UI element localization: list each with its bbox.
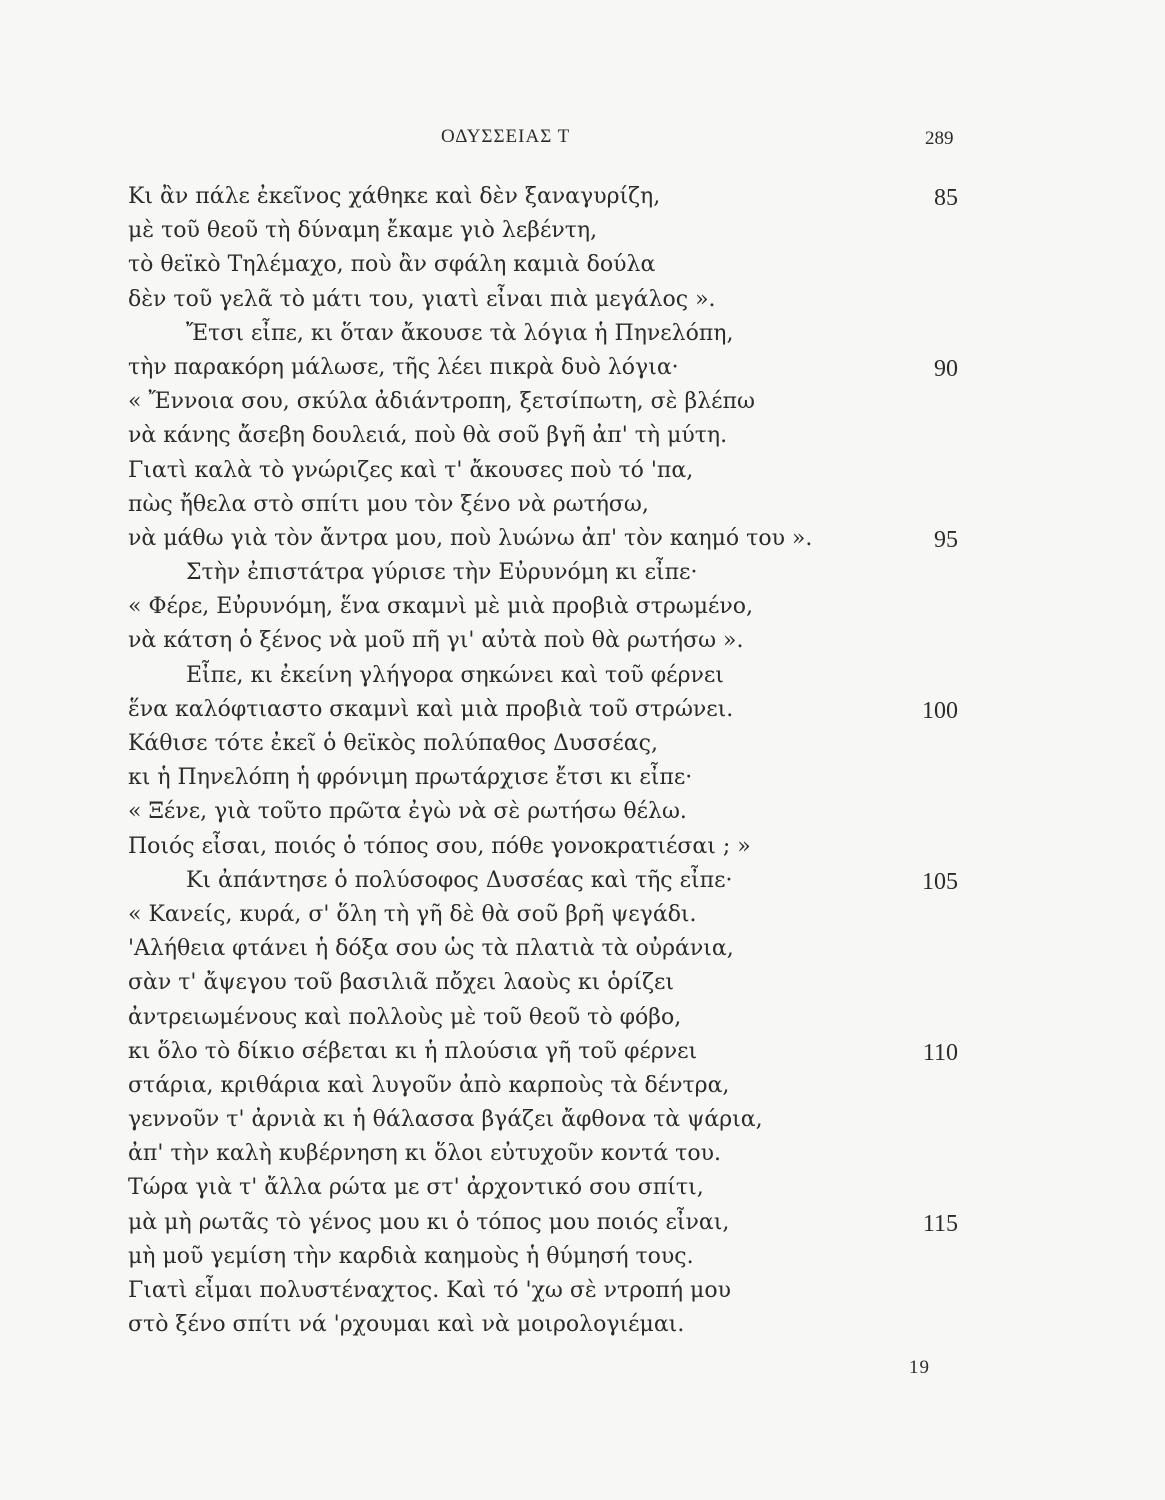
verse-line-text: « Ἔννοια σου, σκύλα ἀδιάντροπη, ξετσίπωτη, σὲ βλέπω <box>128 389 755 415</box>
line-number: 95 <box>934 526 958 553</box>
verse-line <box>0 932 1165 966</box>
verse-line <box>0 1035 1165 1069</box>
running-head <box>0 126 1165 156</box>
verse-line <box>0 830 1165 864</box>
verse-line-text: μὲ τοῦ θεοῦ τὴ δύναμη ἔκαμε γιὸ λεβέντη, <box>128 218 598 244</box>
verse-line-text: νὰ κάνης ἄσεβη δουλειά, ποὺ θὰ σοῦ βγῆ ἀπ' τὴ μύτη. <box>128 423 728 449</box>
verse-line-text: νὰ κάτση ὁ ξένος νὰ μοῦ πῆ γι' αὐτὰ ποὺ θὰ ρωτήσω ». <box>128 628 744 654</box>
verse-line-text: Γιατὶ καλὰ τὸ γνώριζες καὶ τ' ἄκουσες ποὺ τό 'πα, <box>128 457 694 483</box>
line-number: 115 <box>922 1210 958 1237</box>
line-number: 85 <box>934 185 958 211</box>
verse-line-text: στάρια, κριθάρια καὶ λυγοῦν ἀπὸ καρποὺς τὰ δέντρα, <box>128 1072 730 1098</box>
line-number: 90 <box>934 355 958 382</box>
verse-line <box>0 385 1165 419</box>
verse-line-text: « Κανείς, κυρά, σ' ὅλη τὴ γῆ δὲ θὰ σοῦ βρῆ ψεγάδι. <box>128 901 697 927</box>
verse-line <box>0 1206 1165 1240</box>
verse-line <box>0 1171 1165 1205</box>
verse-line-text: κι ὅλο τὸ δίκιο σέβεται κι ἡ πλούσια γῆ τοῦ φέρνει <box>128 1038 698 1064</box>
verse-line <box>0 180 1165 214</box>
verse-line-text: γεννοῦν τ' ἀρνιὰ κι ἡ θάλασσα βγάζει ἄφθονα τὰ ψάρια, <box>128 1107 763 1133</box>
verse-line <box>0 727 1165 761</box>
verse-line <box>0 795 1165 829</box>
verse-line <box>0 624 1165 658</box>
page-number: 289 <box>925 128 954 149</box>
verse-line <box>0 522 1165 556</box>
verse-line-text: « Φέρε, Εὐρυνόμη, ἕνα σκαμνὶ μὲ μιὰ προβιὰ στρωμένο, <box>128 594 754 620</box>
verse-line-text: Εἶπε, κι ἐκείνη γλήγορα σηκώνει καὶ τοῦ φέρνει <box>186 662 724 688</box>
running-title: ΟΔΥΣΣΕΙΑΣ Τ <box>441 126 571 147</box>
verse-line-text: Στὴν ἐπιστάτρα γύρισε τὴν Εὐρυνόμη κι εἶπε· <box>186 560 698 586</box>
verse-line-text: « Ξένε, γιὰ τοῦτο πρῶτα ἐγὼ νὰ σὲ ρωτήσω θέλω. <box>128 799 687 825</box>
verse-line <box>0 1274 1165 1308</box>
verse-line <box>0 1137 1165 1171</box>
verse-line <box>0 898 1165 932</box>
verse-line-text: Κι ἂν πάλε ἐκεῖνος χάθηκε καὶ δὲν ξαναγυρίζη, <box>128 184 661 209</box>
verse-line-text: τὸ θεϊκὸ Τηλέμαχο, ποὺ ἂν σφάλη καμιὰ δούλα <box>128 252 656 278</box>
verse-line <box>0 966 1165 1000</box>
line-number: 105 <box>922 868 958 895</box>
verse-line-text: ἀντρειωμένους καὶ πολλοὺς μὲ τοῦ θεοῦ τὸ φόβο, <box>128 1004 682 1030</box>
verse-line <box>0 283 1165 317</box>
verse-line <box>0 454 1165 488</box>
verse-line-text: νὰ μάθω γιὰ τὸν ἄντρα μου, ποὺ λυώνω ἀπ' τὸν καημό του ». <box>128 525 813 551</box>
verse-line-text: Γιατὶ εἶμαι πολυστέναχτος. Καὶ τό 'χω σὲ ντροπή μου <box>128 1278 731 1303</box>
verse-line <box>0 1240 1165 1274</box>
verse-line-text: ἀπ' τὴν καλὴ κυβέρνηση κι ὅλοι εὐτυχοῦν κοντά του. <box>128 1141 721 1167</box>
verse-line <box>0 1069 1165 1103</box>
line-number: 100 <box>922 697 958 724</box>
verse-line-text: κι ἡ Πηνελόπη ἡ φρόνιμη πρωτάρχισε ἔτσι κι εἶπε· <box>128 765 693 791</box>
line-number: 110 <box>922 1039 958 1066</box>
verse-line-text: μὴ μοῦ γεμίση τὴν καρδιὰ καημοὺς ἡ θύμησή τους. <box>128 1243 694 1269</box>
verse-line-text: 'Αλήθεια φτάνει ἡ δόξα σου ὡς τὰ πλατιὰ τὰ οὐράνια, <box>128 936 734 962</box>
verse-line-text: ἕνα καλόφτιαστο σκαμνὶ καὶ μιὰ προβιὰ τοῦ στρώνει. <box>128 696 734 722</box>
verse-line <box>0 1308 1165 1342</box>
verse-line <box>0 317 1165 351</box>
verse-line-text: Κι ἀπάντησε ὁ πολύσοφος Δυσσέας καὶ τῆς εἶπε· <box>186 867 733 893</box>
verse-line <box>0 214 1165 248</box>
verse-block <box>0 180 1165 1342</box>
verse-line <box>0 659 1165 693</box>
verse-line-text: Κάθισε τότε ἐκεῖ ὁ θεϊκὸς πολύπαθος Δυσσέας, <box>128 731 658 756</box>
signature-mark: 19 <box>909 1357 930 1378</box>
verse-line <box>0 693 1165 727</box>
verse-line <box>0 556 1165 590</box>
verse-line <box>0 1001 1165 1035</box>
verse-line <box>0 761 1165 795</box>
verse-line <box>0 590 1165 624</box>
verse-line-text: σὰν τ' ἄψεγου τοῦ βασιλιᾶ πὄχει λαοὺς κι ὁρίζει <box>128 970 675 996</box>
verse-line-text: δὲν τοῦ γελᾶ τὸ μάτι του, γιατὶ εἶναι πιὰ μεγάλος ». <box>128 286 716 312</box>
verse-line-text: μὰ μὴ ρωτᾶς τὸ γένος μου κι ὁ τόπος μου ποιός εἶναι, <box>128 1209 730 1235</box>
verse-line-text: τὴν παρακόρη μάλωσε, τῆς λέει πικρὰ δυὸ λόγια· <box>128 354 679 380</box>
verse-line-text: Ποιός εἶσαι, ποιός ὁ τόπος σου, πόθε γονοκρατιέσαι ; » <box>128 833 751 859</box>
verse-line-text: πὼς ἤθελα στὸ σπίτι μου τὸν ξένο νὰ ρωτήσω, <box>128 491 649 517</box>
verse-line-text: Ἔτσι εἶπε, κι ὅταν ἄκουσε τὰ λόγια ἡ Πηνελόπη, <box>186 320 734 346</box>
verse-line <box>0 488 1165 522</box>
verse-line-text: Τώρα γιὰ τ' ἄλλα ρώτα με στ' ἀρχοντικό σου σπίτι, <box>128 1175 704 1201</box>
verse-line <box>0 351 1165 385</box>
verse-line <box>0 248 1165 282</box>
verse-line <box>0 419 1165 453</box>
verse-line <box>0 864 1165 898</box>
verse-line <box>0 1103 1165 1137</box>
verse-line-text: στὸ ξένο σπίτι νά 'ρχουμαι καὶ νὰ μοιρολογιέμαι. <box>128 1312 685 1338</box>
